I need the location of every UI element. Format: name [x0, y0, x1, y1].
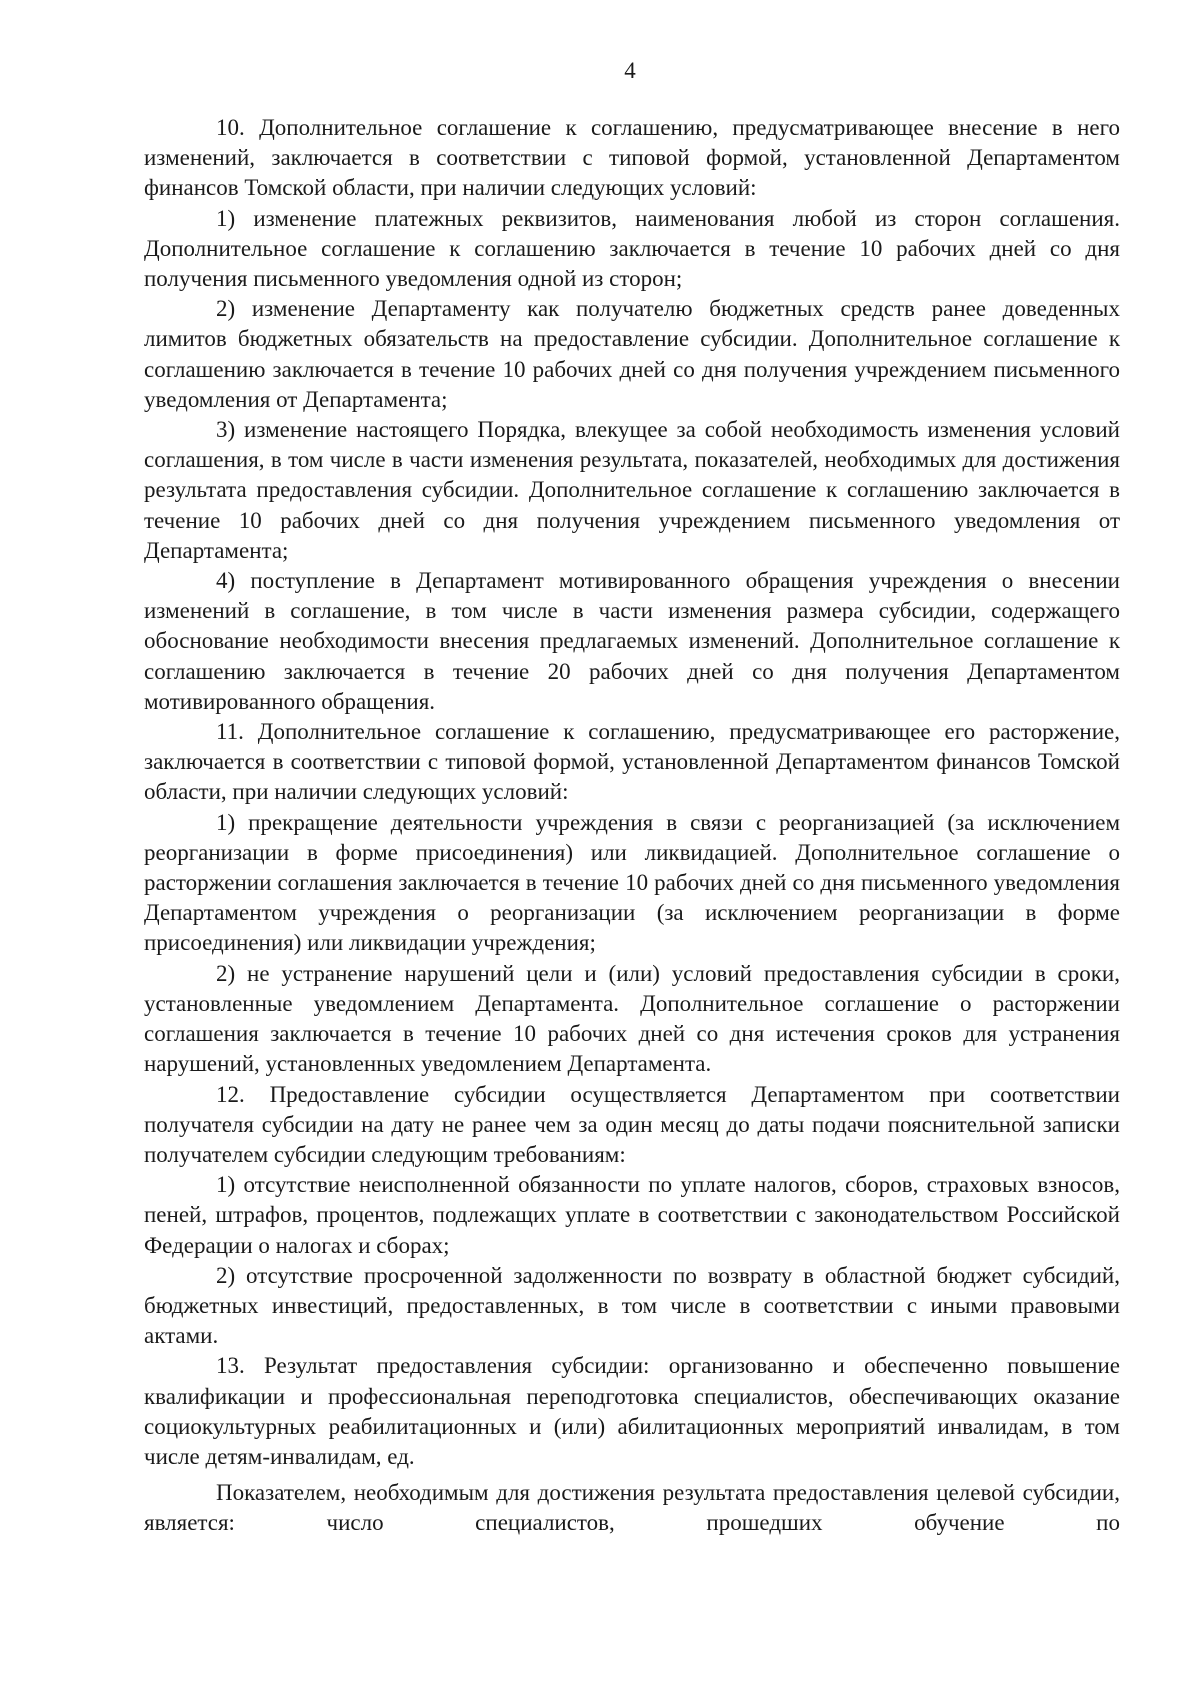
paragraph-10: 10. Дополнительное соглашение к соглашению, предусматривающее внесение в него изменений, заключается в соответствии с типовой формой, установленной Департаментом финансов Томской области, при наличии следующих условий:	[144, 115, 1120, 201]
paragraph-10-item-3: 3) изменение настоящего Порядка, влекущее за собой необходимость изменения условий соглашения, в том числе в части изменения результата, показателей, необходимых для достижения результата предоставления субсидии. Дополнительное соглашение к соглашению заключается в течение 10 рабочих дней со дня получения учреждением письменного уведомления от Департамента;	[144, 417, 1120, 563]
paragraph-12: 12. Предоставление субсидии осуществляется Департаментом при соответствии получателя субсидии на дату не ранее чем за один месяц до даты подачи пояснительной записки получателем субсидии следующим требованиям:	[144, 1081, 1120, 1167]
paragraph-11-item-2: 2) не устранение нарушений цели и (или) условий предоставления субсидии в сроки, установленные уведомлением Департамента. Дополнительное соглашение о расторжении соглашения заключается в течение 10 рабочих дней со дня истечения сроков для устранения нарушений, установленных уведомлением Департамента.	[144, 960, 1120, 1077]
paragraph-12-item-1: 1) отсутствие неисполненной обязанности по уплате налогов, сборов, страховых взносов, пеней, штрафов, процентов, подлежащих уплате в соответствии с законодательством Российской Федерации о налогах и сборах;	[144, 1172, 1120, 1258]
paragraph-11: 11. Дополнительное соглашение к соглашению, предусматривающее его расторжение, заключается в соответствии с типовой формой, установленной Департаментом финансов Томской области, при наличии следующих условий:	[144, 719, 1120, 805]
paragraph-10-item-2: 2) изменение Департаменту как получателю бюджетных средств ранее доведенных лимитов бюджетных обязательств на предоставление субсидии. Дополнительное соглашение к соглашению заключается в течение 10 рабочих дней со дня получения учреждением письменного уведомления от Департамента;	[144, 296, 1120, 412]
paragraph-12-item-2: 2) отсутствие просроченной задолженности по возврату в областной бюджет субсидий, бюджетных инвестиций, предоставленных, в том числе в соответствии с иными правовыми актами.	[144, 1262, 1120, 1349]
paragraph-10-item-1: 1) изменение платежных реквизитов, наименования любой из сторон соглашения. Дополнительное соглашение к соглашению заключается в течение 10 рабочих дней со дня получения письменного уведомления одной из сторон;	[144, 205, 1120, 292]
paragraph-13: 13. Результат предоставления субсидии: организованно и обеспеченно повышение квалификации и профессиональная переподготовка специалистов, обеспечивающих оказание социокультурных реабилитационных и (или) абилитационных мероприятий инвалидам, в том числе детям-инвалидам, ед.	[144, 1353, 1120, 1469]
paragraph-13-indicator: Показателем, необходимым для достижения результата предоставления целевой субсидии, является: число специалистов, прошедших обучение по	[144, 1480, 1120, 1536]
page-number: 4	[624, 58, 636, 83]
paragraph-11-item-1: 1) прекращение деятельности учреждения в связи с реорганизацией (за исключением реорганизации в форме присоединения) или ликвидацией. Дополнительное соглашение о расторжении соглашения заключается в течение 10 рабочих дней со дня письменного уведомления Департаментом учреждения о реорганизации (за исключением реорганизации в форме присоединения) или ликвидации учреждения;	[144, 809, 1120, 956]
document-body	[144, 113, 1120, 1539]
paragraph-10-item-4: 4) поступление в Департамент мотивированного обращения учреждения о внесении изменений в соглашение, в том числе в части изменения размера субсидии, содержащего обоснование необходимости внесения предлагаемых изменений. Дополнительное соглашение к соглашению заключается в течение 20 рабочих дней со дня получения Департаментом мотивированного обращения.	[144, 568, 1120, 714]
